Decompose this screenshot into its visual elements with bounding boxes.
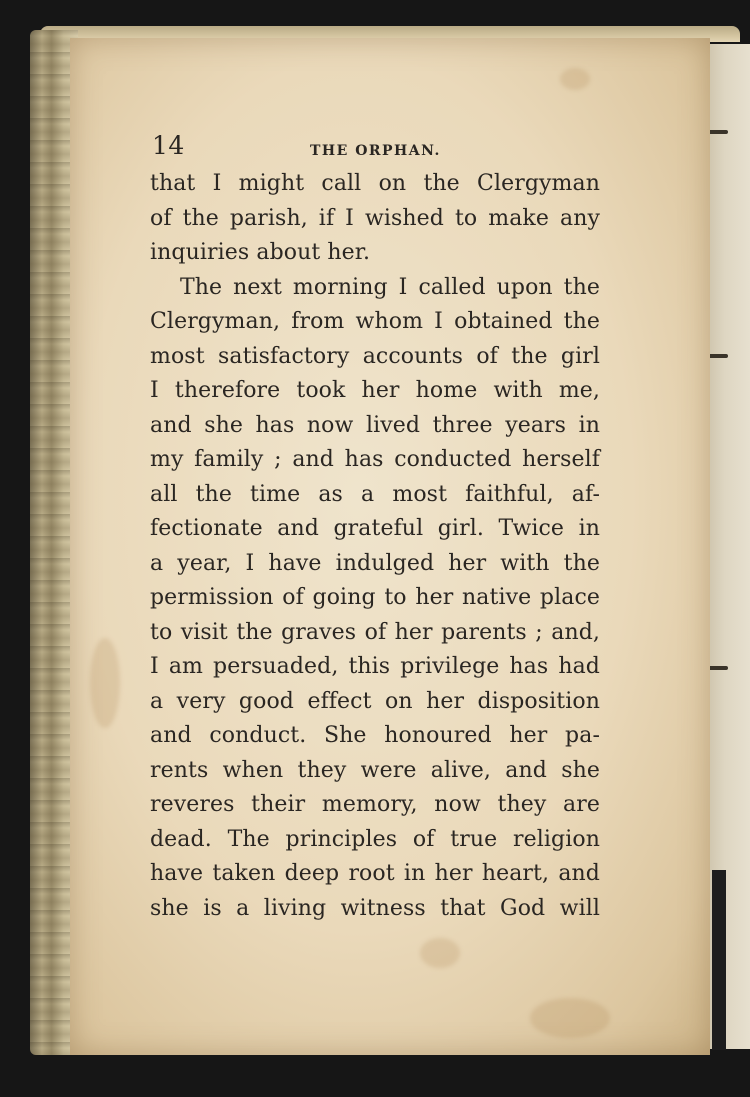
page-number: 14 bbox=[152, 131, 185, 160]
text-line: and conduct. She honoured her pa- bbox=[150, 723, 600, 748]
running-title: THE ORPHAN. bbox=[310, 143, 441, 159]
text-line: have taken deep root in her heart, and bbox=[150, 861, 600, 886]
text-line: my family ; and has conducted herself bbox=[150, 447, 600, 472]
text-line: inquiries about her. bbox=[150, 240, 371, 265]
text-line: rents when they were alive, and she bbox=[150, 757, 600, 783]
text-line: The next morning I called upon the bbox=[180, 274, 600, 300]
text-line: reveres their memory, now they are bbox=[150, 792, 600, 817]
binding-shadow bbox=[712, 870, 726, 1050]
text-line: she is a living witness that God will bbox=[150, 895, 600, 921]
page-stain bbox=[560, 68, 590, 90]
text-line: Clergyman, from whom I obtained the bbox=[150, 309, 600, 334]
text-line: fectionate and grateful girl. Twice in bbox=[150, 516, 600, 541]
text-line: I therefore took her home with me, bbox=[150, 378, 600, 403]
text-line: dead. The principles of true religion bbox=[150, 826, 600, 852]
body-text bbox=[150, 167, 600, 926]
text-line: permission of going to her native place bbox=[150, 585, 600, 610]
text-line: I am persuaded, this privilege has had bbox=[150, 654, 600, 679]
text-line: most satisfactory accounts of the girl bbox=[150, 343, 600, 369]
text-line: all the time as a most faithful, af- bbox=[150, 481, 600, 507]
text-line: of the parish, if I wished to make any bbox=[150, 205, 600, 231]
text-line: a very good effect on her disposition bbox=[150, 688, 600, 714]
text-line: to visit the graves of her parents ; and, bbox=[150, 619, 600, 645]
text-line: a year, I have indulged her with the bbox=[150, 550, 600, 576]
text-line: and she has now lived three years in bbox=[150, 412, 600, 438]
page-stain bbox=[530, 998, 610, 1038]
page-header bbox=[150, 131, 600, 167]
page-stain bbox=[420, 938, 460, 968]
page-text bbox=[150, 131, 600, 926]
text-line: that I might call on the Clergyman bbox=[150, 171, 600, 196]
page-stain bbox=[90, 638, 120, 728]
